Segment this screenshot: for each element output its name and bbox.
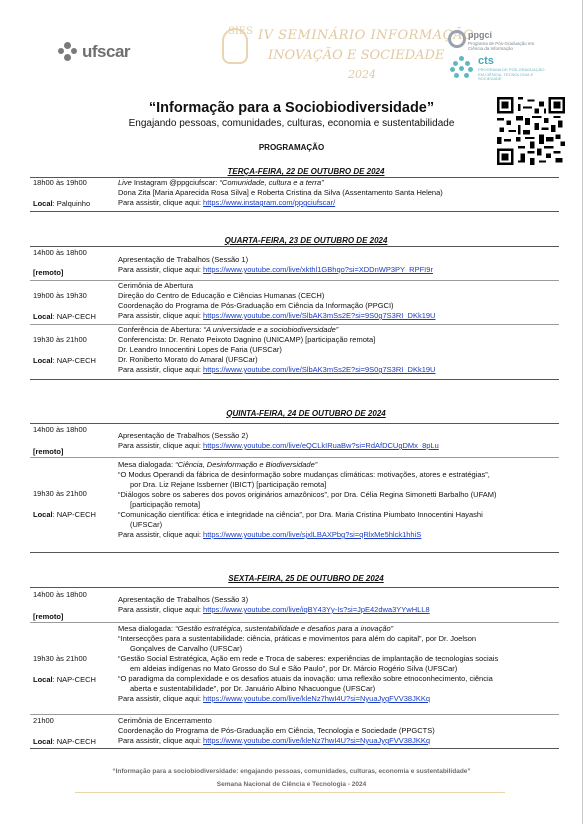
time-label: 14h00 às 18h00 <box>33 425 87 434</box>
event-cell: Live Instagram @ppgciufscar: “Comunidade, cultura e a terra” Dona Zita [Maria Aparecida Rosa Silva] e Roberta Cristina da Silva (Assentamento Santa Helena) Para assistir, clique aqui: https://www.instagram.com/ppgciufscar/ <box>118 178 443 207</box>
time-cell <box>30 424 116 457</box>
seminar-logo-line2: INOVAÇÃO E SOCIEDADE <box>268 48 445 63</box>
location-label: Local: NAP-CECH <box>33 356 96 365</box>
ppgci-logo <box>448 30 558 54</box>
event-cell: Mesa dialogada: “Gestão estratégica, sustentabilidade e desafios para a inovação” “Intersecções para a sustentabilidade: ciência, práticas e movimentos para além do capital”, por Dr. Joelson Gonçalves de Carvalho (UFSCar) “Gestão Social Estratégica, Ação em rede e Troca de saberes: experiências de implantação de tecnologias sociais em aldeias indígenas no Mato Grosso do Sul e São Paulo”, por Dr. Márcio Rogério Silva (UFSCar) “O paradigma da complexidade e os desafios atuais da inovação: uma reflexão sobre etnoconhecimento, ciência aberta e sustentabilidade”, por Dr. Januário Albino Nhacuongue (UFSCar) Para assistir, clique aqui: https://www.youtube.com/live/kleNz7hwI4U?si=NyuaJygFVV38JKKq <box>118 624 499 703</box>
time-label: 14h00 às 18h00 <box>33 590 87 599</box>
event-cell: Cerimônia de Abertura Direção do Centro de Educação e Ciências Humanas (CECH) Coordenação do Programa de Pós-Graduação em Ciência da Informação (PPGCI) Para assistir, clique aqui: https://www.youtube.com/live/SlbAK3mSs2E?si=9S0g7S3RI_DKk19U <box>118 281 436 320</box>
footer-event: Semana Nacional de Ciência e Tecnologia - 2024 <box>216 781 367 788</box>
schedule-block-friday <box>30 587 559 749</box>
time-cell <box>30 325 116 379</box>
cts-logo <box>450 56 560 82</box>
ufscar-logo <box>58 40 130 64</box>
youtube-link[interactable]: https://www.youtube.com/live/SlbAK3mSs2E?si=9S0g7S3RI_DKk19U <box>203 365 436 374</box>
footer-divider <box>75 792 505 793</box>
event-cell: Conferência de Abertura: “A universidade e a sociobiodiversidade” Conferencista: Dr. Renato Peixoto Dagnino (UNICAMP) [participação remota] Dr. Leandro Innocentini Lopes de Faria (UFSCar) Dr. Roniberto Morato do Amaral (UFSCar) Para assistir, clique aqui: https://www.youtube.com/live/SlbAK3mSs2E?si=9S0g7S3RI_DKk19U <box>118 325 436 374</box>
remote-label: [remoto] <box>33 612 64 621</box>
schedule-block-wednesday <box>30 246 559 380</box>
schedule-row <box>30 715 559 748</box>
seminar-logo-year: 2024 <box>348 68 376 81</box>
ppgci-name: ppgci <box>468 30 492 40</box>
time-cell <box>30 178 116 211</box>
youtube-link[interactable]: https://www.youtube.com/live/iqBY43Yy-Is?si=JpE42dwa3YYwHLL8 <box>203 605 430 614</box>
schedule-row <box>30 178 559 211</box>
time-label: 19h30 às 21h00 <box>33 489 87 498</box>
ppgci-ring-icon <box>448 30 466 48</box>
time-cell <box>30 623 116 714</box>
schedule-row <box>30 588 559 623</box>
time-label: 19h30 às 21h00 <box>33 654 87 663</box>
youtube-link[interactable]: https://www.youtube.com/live/eQCLkIRuaBw?si=RdAfDCUgDMx_8pLu <box>203 441 439 450</box>
seminar-logo-sies: SIES <box>228 26 253 37</box>
time-label: 19h30 às 21h00 <box>33 335 87 344</box>
cts-dots-icon <box>450 56 474 80</box>
time-label: 19h00 às 19h30 <box>33 291 87 300</box>
location-label: Local: NAP-CECH <box>33 737 96 746</box>
schedule-row <box>30 458 559 552</box>
time-label: 18h00 às 19h00 <box>33 178 87 187</box>
programacao-heading: PROGRAMAÇÃO <box>258 143 325 152</box>
schedule-block-thursday <box>30 423 559 553</box>
youtube-link[interactable]: https://www.youtube.com/live/kleNz7hwI4U?si=NyuaJygFVV38JKKq <box>203 694 431 703</box>
event-cell: Cerimônia de Encerramento Coordenação do Programa de Pós-Graduação em Ciência, Tecnologia e Sociedade (PPGCTS) Para assistir, clique aqui: https://www.youtube.com/live/kleNz7hwI4U?si=NyuaJygFVV38JKKq <box>118 716 435 745</box>
footer-tagline: “Informação para a sociobiodiversidade: engajando pessoas, comunidades, culturas, economia e sustentabilidade” <box>112 768 471 775</box>
youtube-link[interactable]: https://www.youtube.com/live/sjxlLBAXPbg?si=qRlxMe5hlck1hhiS <box>203 530 422 539</box>
seminar-logo <box>222 20 475 90</box>
seminar-logo-line1: IV SEMINÁRIO INFORMAÇÃO <box>258 28 475 43</box>
schedule-row <box>30 281 559 325</box>
ufscar-mark-icon <box>58 40 80 64</box>
location-label: Local: Palquinho <box>33 199 91 208</box>
schedule-row <box>30 247 559 281</box>
time-cell <box>30 247 116 280</box>
schedule-row <box>30 325 559 379</box>
schedule-row <box>30 424 559 458</box>
location-label: Local: NAP-CECH <box>33 312 96 321</box>
cts-name: cts <box>478 55 494 67</box>
time-label: 21h00 <box>33 716 54 725</box>
youtube-link[interactable]: https://www.youtube.com/live/SlbAK3mSs2E?si=9S0g7S3RI_DKk19U <box>203 311 436 320</box>
schedule-block-tuesday <box>30 177 559 212</box>
event-cell: Apresentação de Trabalhos (Sessão 2) Para assistir, clique aqui: https://www.youtube.com/live/eQCLkIRuaBw?si=RdAfDCUgDMx_8pLu <box>118 431 439 450</box>
day-title-thursday: QUINTA-FEIRA, 24 DE OUTUBRO DE 2024 <box>226 409 386 418</box>
time-label: 14h00 às 18h00 <box>33 248 87 257</box>
location-label: Local: NAP-CECH <box>33 510 96 519</box>
time-cell <box>30 458 116 552</box>
event-cell: Mesa dialogada: “Ciência, Desinformação e Biodiversidade” “O Modus Operandi da fábrica de desinformação sobre mudanças climáticas: motivações, atores e estratégias”, por Dra. Liz Rejane Issberner (IBICT) [participação remota] “Diálogos sobre os saberes dos povos originários amazônicos”, por Dra. Célia Regina Simonetti Barbalho (UFAM) [participação remota] “Comunicação científica: ética e integridade na ciência”, por Dra. Maria Cristina Piumbato Innocentini Hayashi (UFSCar) Para assistir, clique aqui: https://www.youtube.com/live/sjxlLBAXPbg?si=qRlxMe5hlck1hhiS <box>118 460 497 539</box>
time-cell <box>30 588 116 622</box>
page-subtitle: Engajando pessoas, comunidades, culturas, economia e sustentabilidade <box>128 118 455 129</box>
time-cell <box>30 715 116 748</box>
instagram-link[interactable]: https://www.instagram.com/ppgciufscar/ <box>203 198 336 207</box>
event-cell: Apresentação de Trabalhos (Sessão 3) Para assistir, clique aqui: https://www.youtube.com/live/iqBY43Yy-Is?si=JpE42dwa3YYwHLL8 <box>118 595 430 614</box>
youtube-link[interactable]: https://www.youtube.com/live/xkthl1GBhqo?si=XDDnWP3PY_RPFI9r <box>203 265 433 274</box>
cts-subtitle: PROGRAMA DE PÓS-GRADUAÇÃO EM CIÊNCIA, TECNOLOGIA E SOCIEDADE <box>478 67 545 81</box>
remote-label: [remoto] <box>33 447 64 456</box>
remote-label: [remoto] <box>33 268 64 277</box>
day-title-friday: SEXTA-FEIRA, 25 DE OUTUBRO DE 2024 <box>228 574 384 583</box>
page-title: “Informação para a Sociobiodiversidade” <box>148 100 435 116</box>
ppgci-subtitle: Programa de Pós-Graduação em Ciência da Informação <box>468 41 535 51</box>
youtube-link[interactable]: https://www.youtube.com/live/kleNz7hwI4U?si=NyuaJygFVV38JKKq <box>203 736 431 745</box>
time-cell <box>30 281 116 324</box>
ufscar-wordmark: ufscar <box>82 42 131 61</box>
day-title-tuesday: TERÇA-FEIRA, 22 DE OUTUBRO DE 2024 <box>227 167 385 176</box>
location-label: Local: NAP-CECH <box>33 675 96 684</box>
schedule-row <box>30 623 559 715</box>
event-cell: Apresentação de Trabalhos (Sessão 1) Para assistir, clique aqui: https://www.youtube.com/live/xkthl1GBhqo?si=XDDnWP3PY_RPFI9r <box>118 255 433 274</box>
day-title-wednesday: QUARTA-FEIRA, 23 DE OUTUBRO DE 2024 <box>224 236 388 245</box>
